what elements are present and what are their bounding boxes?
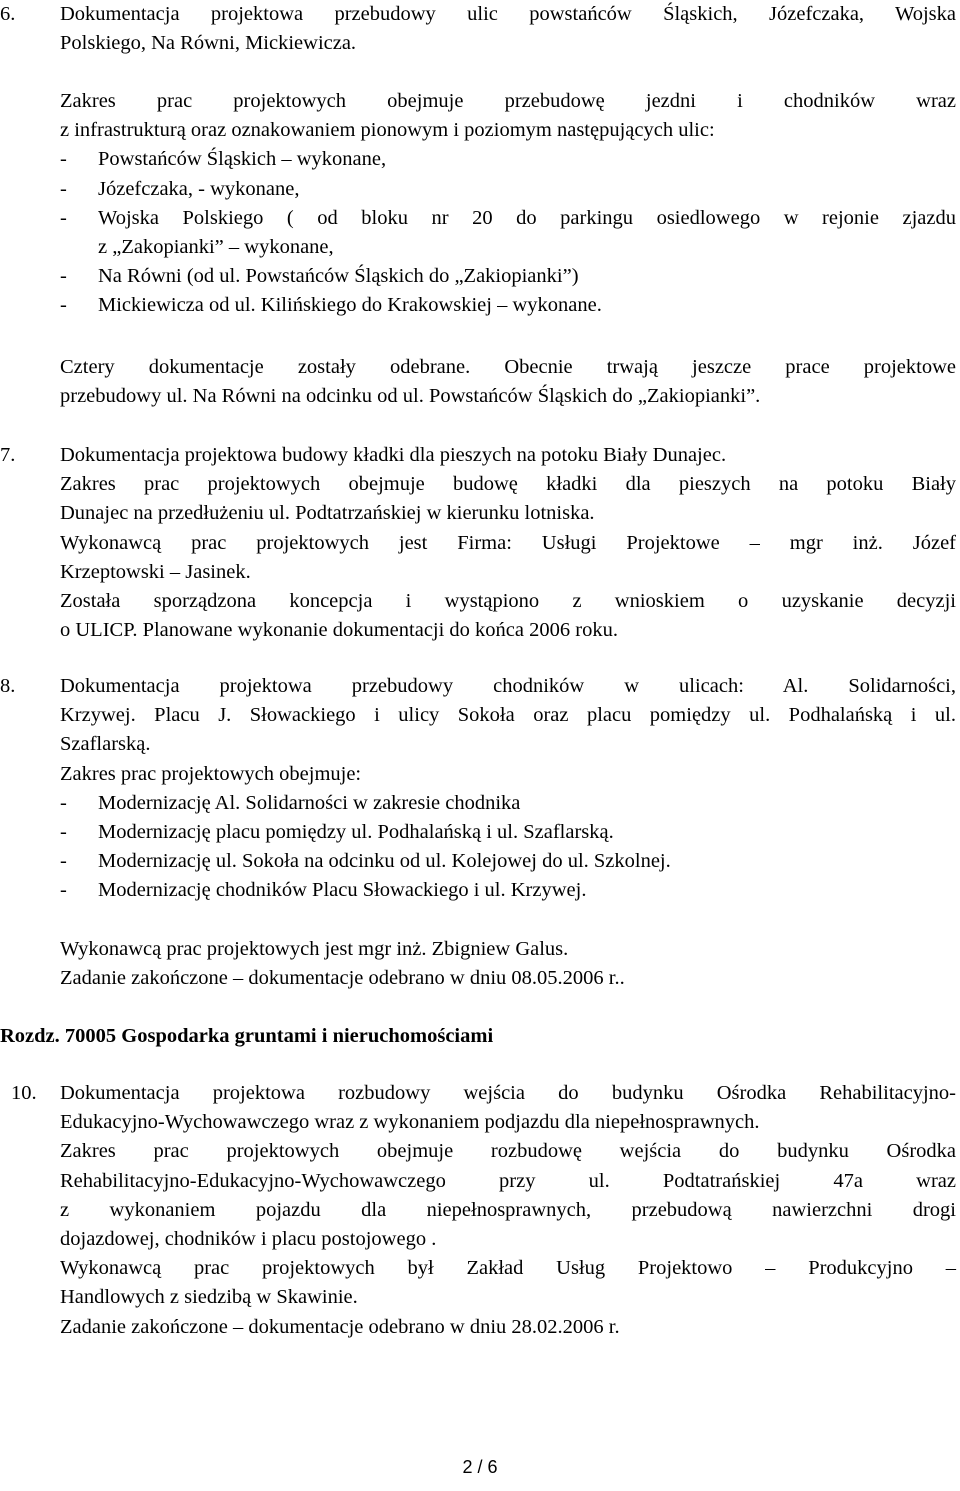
section-heading: Rozdz. 70005 Gospodarka gruntami i nieruchomościami [0, 1025, 494, 1047]
item-title-line: Szaflarską. [60, 733, 151, 756]
scope-line: Zakres prac projektowych obejmuje budowę kładki dla pieszych na potoku Biały [60, 473, 956, 496]
list-item [60, 876, 956, 905]
completion-line: Zadanie zakończone – dokumentacje odebrano w dniu 08.05.2006 r.. [60, 966, 625, 989]
contractor-line: Wykonawcą prac projektowych jest mgr inż. Zbigniew Galus. [60, 937, 569, 960]
list-item [60, 789, 956, 818]
scope-line: dojazdowej, chodników i placu postojowego . [60, 1228, 437, 1251]
contractor-line: Handlowych z siedzibą w Skawinie. [60, 1286, 358, 1309]
completion-line: Zadanie zakończone – dokumentacje odebrano w dniu 28.02.2006 r. [60, 1315, 620, 1338]
item-title-line: Polskiego, Na Równi, Mickiewicza. [60, 32, 357, 55]
concept-line: Została sporządzona koncepcja i wystąpiono z wnioskiem o uzyskanie decyzji [60, 590, 956, 613]
list-item-text: Na Równi (od ul. Powstańców Śląskich do „Zakiopianki”) [98, 265, 579, 288]
item-10 [11, 1079, 956, 1342]
item-number: 8. [0, 675, 16, 697]
list-item-text: Wojska Polskiego ( od bloku nr 20 do parkingu osiedlowego w rejonie zjazdu [98, 206, 956, 229]
list-item [60, 818, 956, 847]
scope-line: z wykonaniem pojazdu dla niepełnosprawnych, przebudową nawierzchni drogi [60, 1198, 956, 1221]
contractor-line: Wykonawcą prac projektowych jest Firma: Usługi Projektowe – mgr inż. Józef [60, 531, 956, 554]
concept-line: o ULICP. Planowane wykonanie dokumentacji do końca 2006 roku. [60, 619, 618, 642]
page-number: 2 / 6 [462, 1457, 498, 1477]
list-dash: - [60, 206, 67, 229]
list-item [60, 175, 956, 204]
list-dash: - [60, 294, 67, 317]
item-6 [0, 0, 956, 58]
status-line: przebudowy ul. Na Równi na odcinku od ul. Powstańców Śląskich do „Zakiopianki”. [60, 385, 761, 408]
list-dash: - [60, 177, 67, 200]
contractor-line: Wykonawcą prac projektowych był Zakład Usług Projektowo – Produkcyjno – [60, 1257, 956, 1280]
list-item-text: Modernizację placu pomiędzy ul. Podhalańską i ul. Szaflarską. [98, 821, 614, 844]
list-item-text: Modernizację chodników Placu Słowackiego i ul. Krzywej. [98, 879, 587, 902]
item-6-status [60, 353, 956, 411]
list-item-continuation [60, 233, 956, 262]
list-item [60, 847, 956, 876]
item-title: Dokumentacja projektowa budowy kładki dla pieszych na potoku Biały Dunajec. [60, 444, 727, 466]
list-dash: - [60, 265, 67, 288]
scope-line: Dunajec na przedłużeniu ul. Podtatrzańskiej w kierunku lotniska. [60, 502, 595, 525]
item-7 [0, 441, 956, 645]
scope-line: Rehabilitacyjno-Edukacyjno-Wychowawczego przy ul. Podtatrańskiej 47a wraz [60, 1169, 956, 1192]
list-item [60, 262, 956, 291]
scope-intro: Zakres prac projektowych obejmuje: [60, 762, 362, 785]
list-dash: - [60, 879, 67, 902]
item-title-line: Dokumentacja projektowa rozbudowy wejścia do budynku Ośrodka Rehabilitacyjno- [60, 1082, 956, 1104]
item-title-line: Edukacyjno-Wychowawczego wraz z wykonaniem podjazdu dla niepełnosprawnych. [60, 1111, 760, 1134]
list-item-text: Modernizację Al. Solidarności w zakresie chodnika [98, 791, 521, 814]
item-number: 7. [0, 444, 16, 466]
list-dash: - [60, 148, 67, 171]
item-title-line: Dokumentacja projektowa przebudowy ulic powstańców Śląskich, Józefczaka, Wojska [60, 3, 956, 25]
list-item-text: Modernizację ul. Sokoła na odcinku od ul. Kolejowej do ul. Szkolnej. [98, 850, 671, 873]
list-item [60, 204, 956, 233]
item-title-line: Krzywej. Placu J. Słowackiego i ulicy Sokoła oraz placu pomiędzy ul. Podhalańską i ul. [60, 704, 956, 727]
list-dash: - [60, 791, 67, 814]
item-6-scope [60, 87, 956, 321]
scope-line: z infrastrukturą oraz oznakowaniem pionowym i poziomym następujących ulic: [60, 119, 715, 142]
list-item-text: Powstańców Śląskich – wykonane, [98, 148, 387, 171]
list-item-text: Józefczaka, - wykonane, [98, 177, 300, 200]
item-number: 6. [0, 3, 16, 25]
contractor-line: Krzeptowski – Jasinek. [60, 560, 251, 583]
list-item [60, 291, 956, 320]
status-line: Cztery dokumentacje zostały odebrane. Obecnie trwają jeszcze prace projektowe [60, 356, 956, 378]
scope-line: Zakres prac projektowych obejmuje rozbudowę wejścia do budynku Ośrodka [60, 1140, 956, 1163]
list-dash: - [60, 821, 67, 844]
scope-line: Zakres prac projektowych obejmuje przebudowę jezdni i chodników wraz [60, 90, 956, 112]
item-number: 10. [11, 1082, 37, 1104]
item-8 [0, 672, 956, 993]
list-item [60, 145, 956, 174]
list-dash: - [60, 850, 67, 873]
list-item-text: Mickiewicza od ul. Kilińskiego do Krakowskiej – wykonane. [98, 294, 602, 317]
item-title-line: Dokumentacja projektowa przebudowy chodników w ulicach: Al. Solidarności, [60, 675, 956, 697]
list-item-text: z „Zakopianki” – wykonane, [98, 236, 334, 259]
